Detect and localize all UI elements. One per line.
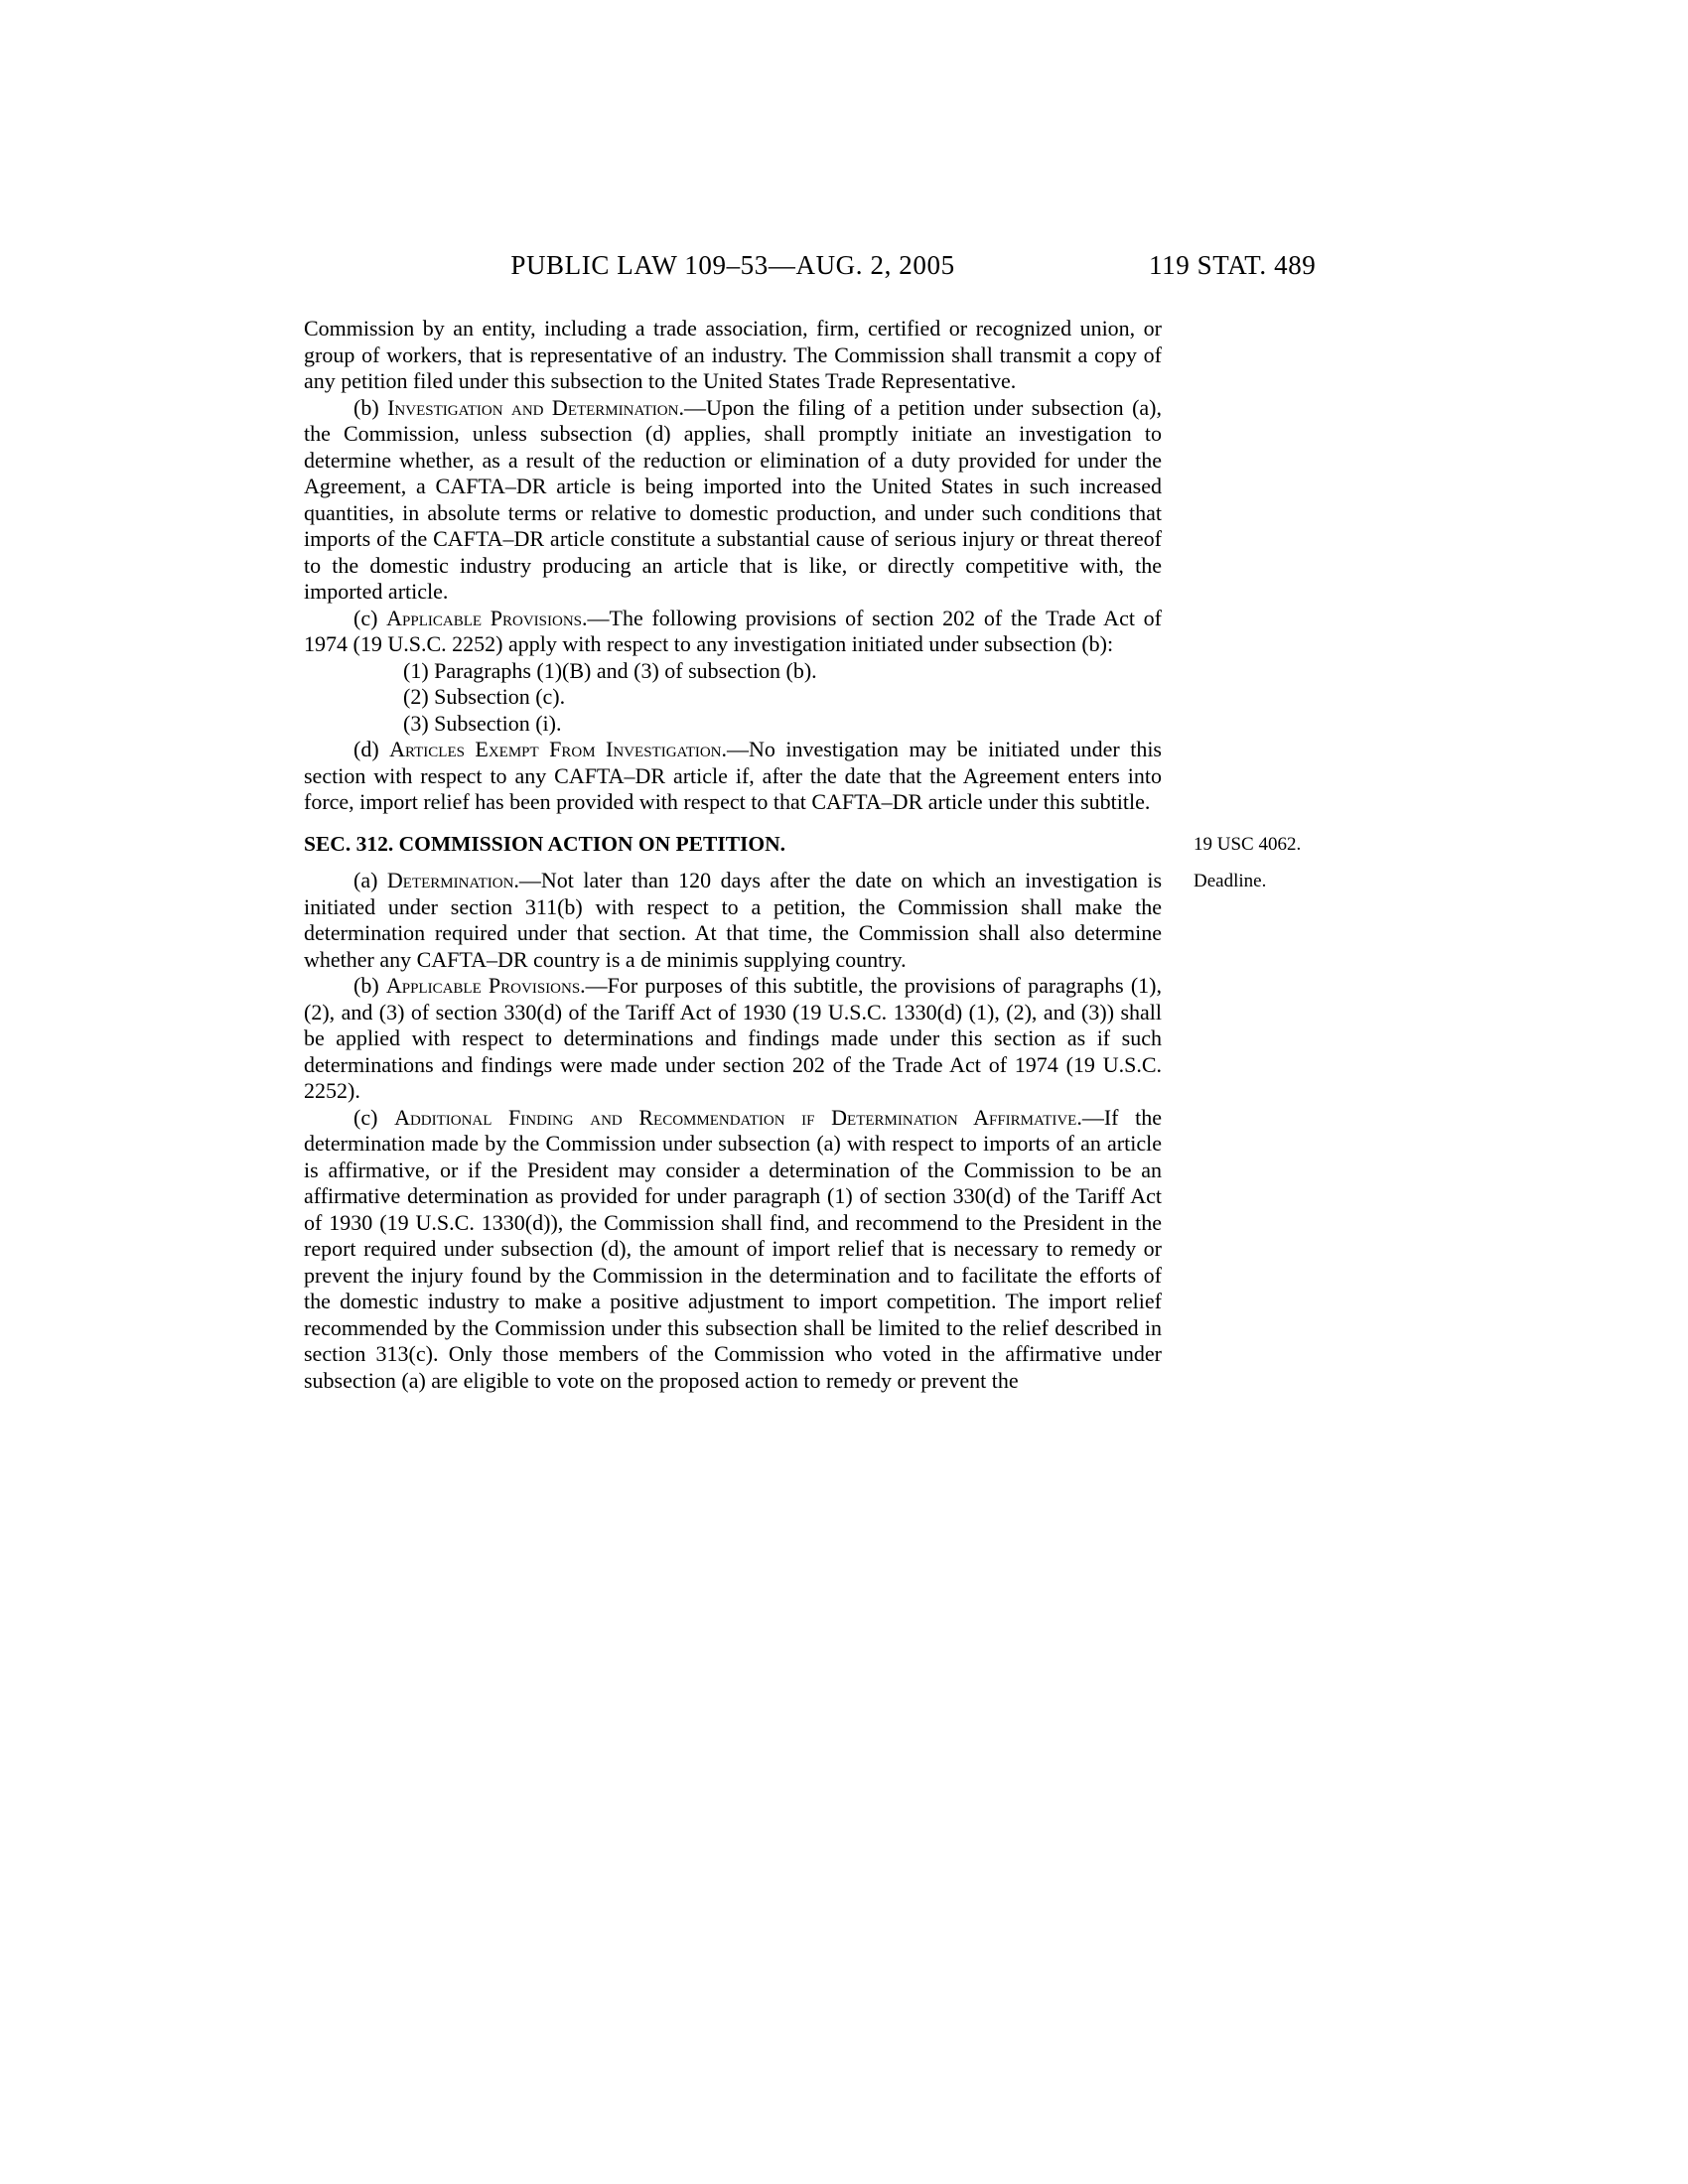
paragraph [304, 395, 1162, 606]
paragraph [403, 658, 1162, 685]
text-run: .—If the determination made by the Commission under subsection (a) with respect to imports of an article is affirmative, or if the President may consider a determination of the Commission to be an affirmative determination as provided for under paragraph (1) of section 330(d) of the Tariff Act of 1930 (19 U.S.C. 1330(d)), the Commission shall find, and recommend to the President in the report required under subsection (d), the amount of import relief that is necessary to remedy or prevent the injury found by the Commission in the determination and to facilitate the efforts of the domestic industry to make a positive adjustment to import competition. The import relief recommended by the Commission under this subsection shall be limited to the relief described in section 313(c). Only those members of the Commission who voted in the affirmative under subsection (a) are eligible to vote on the proposed action to remedy or prevent the [304, 1104, 1163, 1393]
text-run: (2) Subsection (c). [403, 684, 566, 709]
text-run: (d) [353, 737, 390, 761]
text-run: (3) Subsection (i). [403, 710, 562, 736]
paragraph [403, 684, 1162, 711]
text-run: (b) [353, 394, 388, 420]
section-heading [304, 831, 1302, 858]
text-run: .—For purposes of this subtitle, the provisions of paragraphs (1), (2), and (3) of section 330(d) of the Tariff Act of 1930 (19 U.S.C. 1330(d) (1), (2), and (3)) shall be applied with respect to determinations and findings made under this section as if such determinations and findings were made under section 202 of the Trade Act of 1974 (19 U.S.C. 2252). [304, 973, 1162, 1103]
margin-note: Deadline. [1194, 871, 1267, 891]
margin-note: 19 USC 4062. [1194, 833, 1302, 855]
paragraph [304, 973, 1162, 1105]
smallcaps-run: Applicable Provisions [385, 973, 581, 998]
paragraph [304, 1105, 1162, 1395]
paragraph [304, 606, 1162, 658]
text-run: .—The following provisions of section 202 of the Trade Act of 1974 (19 U.S.C. 2252) apply with respect to any investigation initiated under subsection (b): [304, 605, 1162, 656]
text-run: (1) Paragraphs (1)(B) and (3) of subsection (b). [403, 657, 817, 683]
paragraph [304, 316, 1162, 395]
text-run: (b) [353, 973, 386, 998]
text-run: (c) [353, 1104, 395, 1130]
smallcaps-run: Determination [386, 868, 514, 892]
text-run: (a) [353, 868, 387, 892]
text-run: (c) [353, 605, 387, 630]
smallcaps-run: Investigation and Determination [387, 394, 679, 420]
section-heading-text: SEC. 312. COMMISSION ACTION ON PETITION. [304, 831, 786, 856]
text-run: .—Upon the filing of a petition under subsection (a), the Commission, unless subsection (d) applies, shall promptly initiate an investigation to determine whether, as a result of the reduction or elimination of a duty provided for under the Agreement, a CAFTA–DR article is being imported into the United States in such increased quantities, in absolute terms or relative to domestic production, and under such conditions that imports of the CAFTA–DR article constitute a substantial cause of serious injury or threat thereof to the domestic industry producing an article that is like, or directly competitive with, the imported article. [304, 394, 1163, 604]
running-head-stat-page-number: 119 STAT. 489 [1149, 250, 1317, 280]
smallcaps-run: Articles Exempt From Investigation [389, 737, 722, 761]
smallcaps-run: Additional Finding and Recommendation if Determination Affirmative [394, 1104, 1077, 1130]
running-head-law-title: PUBLIC LAW 109–53—AUG. 2, 2005 [510, 250, 955, 280]
paragraph [403, 711, 1162, 738]
paragraph [304, 737, 1162, 816]
text-run: Commission by an entity, including a trade association, firm, certified or recognized union, or group of workers, that is representative of an industry. The Commission shall transmit a copy of any petition filed under this subsection to the United States Trade Representative. [304, 316, 1162, 393]
text-run: .—Not later than 120 days after the date on which an investigation is initiated under section 311(b) with respect to a petition, the Commission shall make the determination required under that section. At that time, the Commission shall also determine whether any CAFTA–DR country is a de minimis supplying country. [304, 868, 1163, 972]
paragraph [304, 868, 1267, 973]
text-run: .—No investigation may be initiated under this section with respect to any CAFTA–DR article if, after the date that the Agreement enters into force, import relief has been provided with respect to that CAFTA–DR article under this subtitle. [304, 737, 1162, 814]
smallcaps-run: Applicable Provisions [386, 605, 583, 630]
content-column [304, 316, 1302, 1394]
